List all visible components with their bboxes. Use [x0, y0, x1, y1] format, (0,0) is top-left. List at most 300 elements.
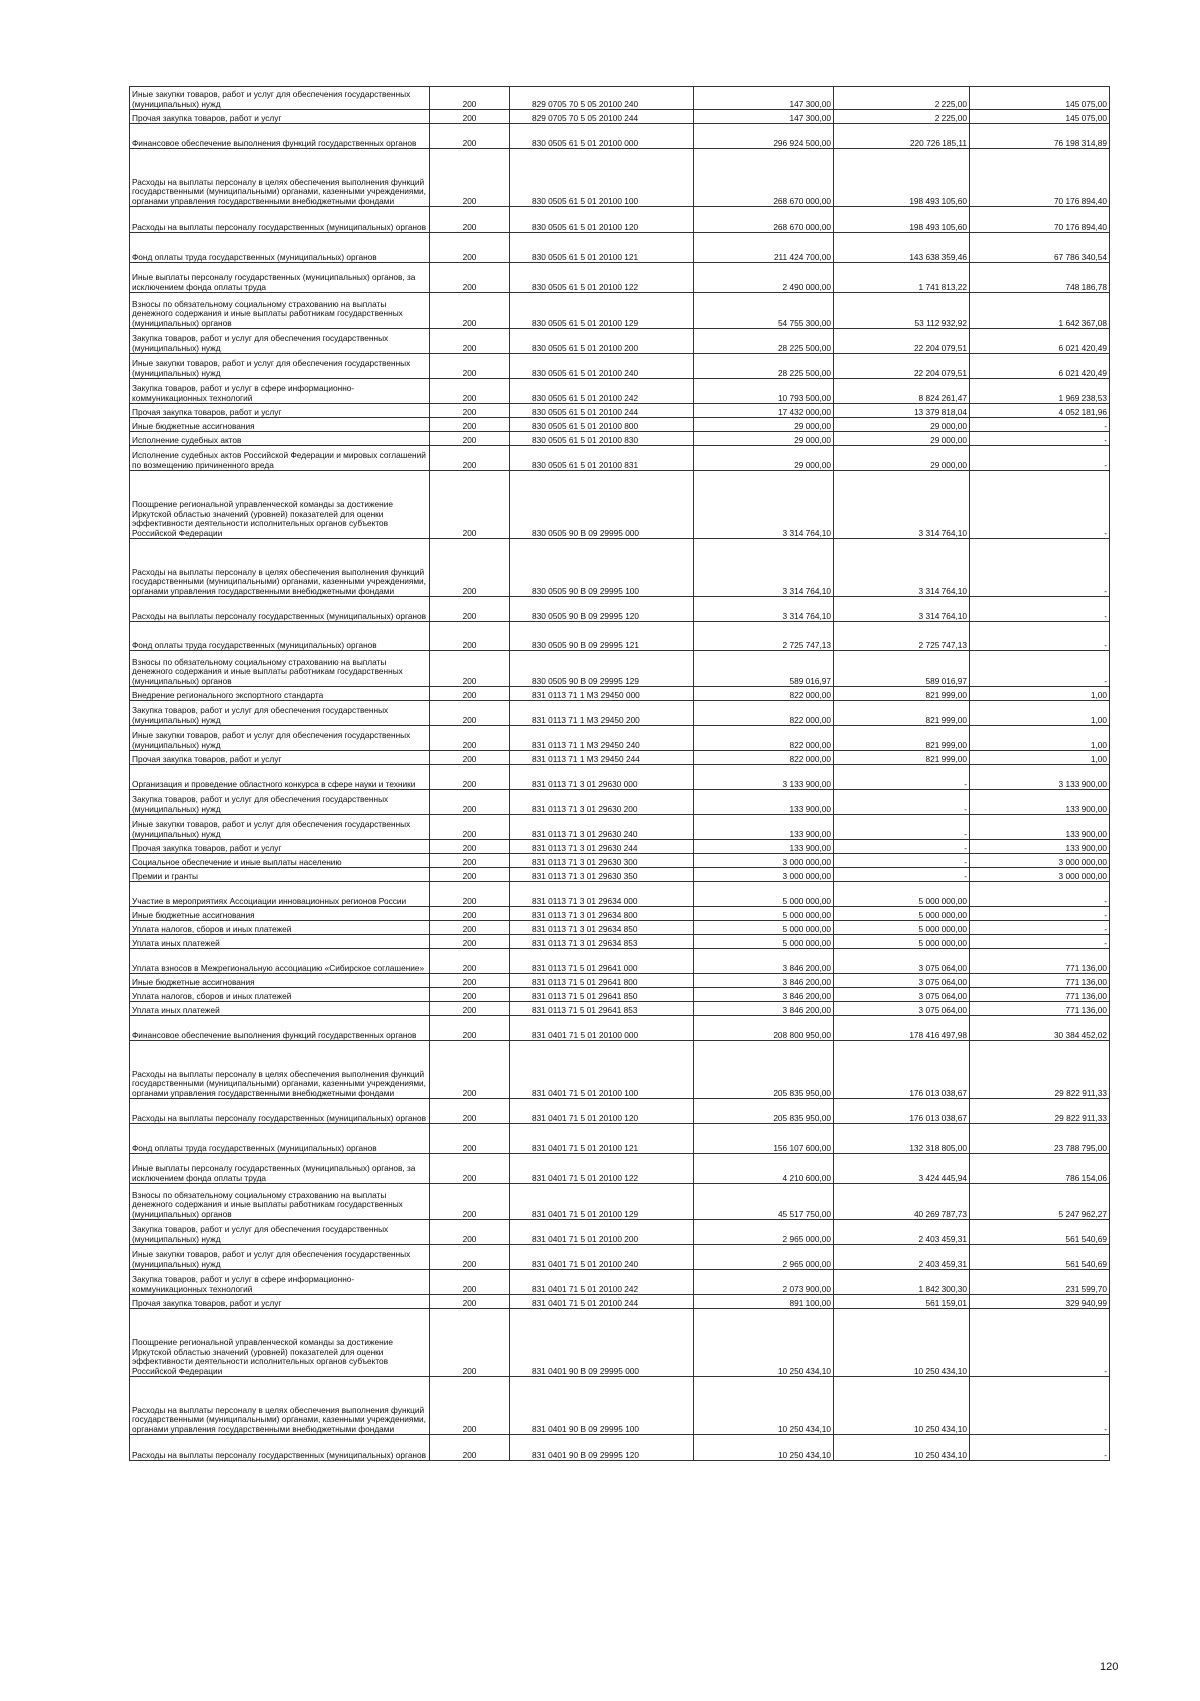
row-executed-amount: 10 250 434,10: [834, 1309, 970, 1377]
row-name: Уплата взносов в Межрегиональную ассоциацию «Сибирское соглашение»: [130, 949, 430, 974]
row-unexecuted-amount: 771 136,00: [970, 988, 1110, 1002]
row-line-code: 200: [430, 149, 510, 207]
row-line-code: 200: [430, 765, 510, 790]
row-name: Финансовое обеспечение выполнения функций государственных органов: [130, 124, 430, 149]
row-line-code: 200: [430, 1154, 510, 1184]
row-name: Иные бюджетные ассигнования: [130, 418, 430, 432]
row-executed-amount: -: [834, 854, 970, 868]
row-line-code: 200: [430, 293, 510, 329]
table-row: [130, 651, 1110, 687]
row-budget-code: 830 0505 90 В 09 29995 129: [510, 651, 694, 687]
row-name: Фонд оплаты труда государственных (муниципальных) органов: [130, 622, 430, 651]
row-approved-amount: 133 900,00: [694, 840, 834, 854]
row-budget-code: 831 0113 71 3 01 29634 850: [510, 921, 694, 935]
row-budget-code: 831 0401 71 5 01 20100 242: [510, 1270, 694, 1295]
row-budget-code: 830 0505 61 5 01 20100 831: [510, 446, 694, 471]
row-unexecuted-amount: 70 176 894,40: [970, 149, 1110, 207]
row-line-code: 200: [430, 651, 510, 687]
row-executed-amount: 5 000 000,00: [834, 921, 970, 935]
row-approved-amount: 5 000 000,00: [694, 882, 834, 907]
row-name: Закупка товаров, работ и услуг для обеспечения государственных (муниципальных) нужд: [130, 1220, 430, 1245]
row-line-code: 200: [430, 988, 510, 1002]
row-unexecuted-amount: -: [970, 471, 1110, 539]
row-approved-amount: 268 670 000,00: [694, 207, 834, 233]
row-unexecuted-amount: 145 075,00: [970, 110, 1110, 124]
table-row: [130, 432, 1110, 446]
row-line-code: 200: [430, 974, 510, 988]
row-unexecuted-amount: 29 822 911,33: [970, 1099, 1110, 1124]
row-executed-amount: 3 075 064,00: [834, 949, 970, 974]
row-budget-code: 831 0113 71 3 01 29634 800: [510, 907, 694, 921]
row-unexecuted-amount: 3 133 900,00: [970, 765, 1110, 790]
table-row: [130, 110, 1110, 124]
row-unexecuted-amount: -: [970, 882, 1110, 907]
row-approved-amount: 10 250 434,10: [694, 1309, 834, 1377]
row-unexecuted-amount: 1,00: [970, 701, 1110, 726]
table-row: [130, 354, 1110, 379]
row-budget-code: 830 0505 90 В 09 29995 120: [510, 597, 694, 622]
row-name: Иные бюджетные ассигнования: [130, 974, 430, 988]
row-executed-amount: 10 250 434,10: [834, 1435, 970, 1461]
table-row: [130, 329, 1110, 354]
row-approved-amount: 5 000 000,00: [694, 907, 834, 921]
row-line-code: 200: [430, 815, 510, 840]
row-name: Иные выплаты персоналу государственных (муниципальных) органов, за исключением фонда оплаты труда: [130, 263, 430, 293]
row-name: Иные закупки товаров, работ и услуг для обеспечения государственных (муниципальных) нужд: [130, 1245, 430, 1270]
row-budget-code: 830 0505 90 В 09 29995 000: [510, 471, 694, 539]
table-row: [130, 751, 1110, 765]
table-row: [130, 765, 1110, 790]
row-approved-amount: 205 835 950,00: [694, 1099, 834, 1124]
row-executed-amount: 821 999,00: [834, 701, 970, 726]
row-executed-amount: 5 000 000,00: [834, 935, 970, 949]
row-executed-amount: 198 493 105,60: [834, 207, 970, 233]
row-unexecuted-amount: 67 786 340,54: [970, 233, 1110, 263]
row-line-code: 200: [430, 1002, 510, 1016]
row-name: Взносы по обязательному социальному страхованию на выплаты денежного содержания и иные выплаты работникам государственных (муниципальных) органов: [130, 1184, 430, 1220]
row-line-code: 200: [430, 868, 510, 882]
row-budget-code: 830 0505 61 5 01 20100 800: [510, 418, 694, 432]
row-name: Закупка товаров, работ и услуг в сфере информационно-коммуникационных технологий: [130, 1270, 430, 1295]
row-unexecuted-amount: -: [970, 935, 1110, 949]
table-row: [130, 446, 1110, 471]
row-executed-amount: 198 493 105,60: [834, 149, 970, 207]
row-executed-amount: 8 824 261,47: [834, 379, 970, 404]
row-name: Иные закупки товаров, работ и услуг для обеспечения государственных (муниципальных) нужд: [130, 354, 430, 379]
row-budget-code: 830 0505 61 5 01 20100 244: [510, 404, 694, 418]
table-row: [130, 293, 1110, 329]
row-executed-amount: 561 159,01: [834, 1295, 970, 1309]
row-executed-amount: 2 403 459,31: [834, 1220, 970, 1245]
table-row: [130, 882, 1110, 907]
row-line-code: 200: [430, 1099, 510, 1124]
row-executed-amount: 29 000,00: [834, 446, 970, 471]
table-row: [130, 1377, 1110, 1435]
row-line-code: 200: [430, 207, 510, 233]
row-line-code: 200: [430, 1124, 510, 1154]
row-line-code: 200: [430, 233, 510, 263]
table-row: [130, 539, 1110, 597]
row-unexecuted-amount: 231 599,70: [970, 1270, 1110, 1295]
row-line-code: 200: [430, 1377, 510, 1435]
table-row: [130, 233, 1110, 263]
row-approved-amount: 3 133 900,00: [694, 765, 834, 790]
row-name: Расходы на выплаты персоналу государственных (муниципальных) органов: [130, 597, 430, 622]
row-executed-amount: 3 314 764,10: [834, 597, 970, 622]
row-executed-amount: 3 075 064,00: [834, 988, 970, 1002]
row-approved-amount: 2 965 000,00: [694, 1220, 834, 1245]
table-row: [130, 1124, 1110, 1154]
table-row: [130, 868, 1110, 882]
row-executed-amount: 178 416 497,98: [834, 1016, 970, 1041]
row-line-code: 200: [430, 110, 510, 124]
row-executed-amount: 53 112 932,92: [834, 293, 970, 329]
row-executed-amount: 2 725 747,13: [834, 622, 970, 651]
table-row: [130, 1002, 1110, 1016]
row-approved-amount: 211 424 700,00: [694, 233, 834, 263]
row-approved-amount: 891 100,00: [694, 1295, 834, 1309]
table-row: [130, 1041, 1110, 1099]
table-row: [130, 379, 1110, 404]
row-unexecuted-amount: 23 788 795,00: [970, 1124, 1110, 1154]
row-approved-amount: 3 000 000,00: [694, 868, 834, 882]
row-executed-amount: -: [834, 840, 970, 854]
row-name: Поощрение региональной управленческой команды за достижение Иркутской областью значений (уровней) показателей для оценки эффективности деятельности исполнительных органов субъектов Российской Федерации: [130, 1309, 430, 1377]
row-executed-amount: 3 424 445,94: [834, 1154, 970, 1184]
row-approved-amount: 822 000,00: [694, 687, 834, 701]
row-line-code: 200: [430, 935, 510, 949]
row-unexecuted-amount: 5 247 962,27: [970, 1184, 1110, 1220]
row-approved-amount: 3 314 764,10: [694, 597, 834, 622]
table-row: [130, 907, 1110, 921]
table-body: [130, 87, 1110, 1461]
row-line-code: 200: [430, 379, 510, 404]
row-budget-code: 830 0505 61 5 01 20100 200: [510, 329, 694, 354]
row-line-code: 200: [430, 921, 510, 935]
row-line-code: 200: [430, 840, 510, 854]
row-executed-amount: 2 225,00: [834, 87, 970, 110]
row-unexecuted-amount: 145 075,00: [970, 87, 1110, 110]
row-approved-amount: 2 490 000,00: [694, 263, 834, 293]
row-approved-amount: 2 725 747,13: [694, 622, 834, 651]
row-budget-code: 831 0113 71 3 01 29630 244: [510, 840, 694, 854]
row-budget-code: 831 0401 90 В 09 29995 000: [510, 1309, 694, 1377]
row-approved-amount: 156 107 600,00: [694, 1124, 834, 1154]
row-name: Уплата иных платежей: [130, 935, 430, 949]
row-budget-code: 831 0113 71 3 01 29630 000: [510, 765, 694, 790]
table-row: [130, 1295, 1110, 1309]
row-budget-code: 831 0113 71 5 01 29641 000: [510, 949, 694, 974]
row-budget-code: 830 0505 61 5 01 20100 240: [510, 354, 694, 379]
row-name: Уплата налогов, сборов и иных платежей: [130, 988, 430, 1002]
row-approved-amount: 3 846 200,00: [694, 949, 834, 974]
row-approved-amount: 29 000,00: [694, 418, 834, 432]
row-name: Финансовое обеспечение выполнения функций государственных органов: [130, 1016, 430, 1041]
row-budget-code: 831 0113 71 1 М3 29450 200: [510, 701, 694, 726]
table-row: [130, 1099, 1110, 1124]
row-approved-amount: 147 300,00: [694, 87, 834, 110]
row-approved-amount: 589 016,97: [694, 651, 834, 687]
table-row: [130, 404, 1110, 418]
row-budget-code: 831 0401 90 В 09 29995 120: [510, 1435, 694, 1461]
row-line-code: 200: [430, 87, 510, 110]
row-line-code: 200: [430, 1245, 510, 1270]
row-executed-amount: 5 000 000,00: [834, 882, 970, 907]
row-line-code: 200: [430, 124, 510, 149]
row-budget-code: 831 0401 71 5 01 20100 121: [510, 1124, 694, 1154]
row-unexecuted-amount: 329 940,99: [970, 1295, 1110, 1309]
row-name: Уплата налогов, сборов и иных платежей: [130, 921, 430, 935]
table-row: [130, 471, 1110, 539]
row-executed-amount: -: [834, 815, 970, 840]
row-approved-amount: 3 314 764,10: [694, 471, 834, 539]
row-executed-amount: 29 000,00: [834, 432, 970, 446]
row-executed-amount: 821 999,00: [834, 726, 970, 751]
row-budget-code: 831 0113 71 3 01 29630 300: [510, 854, 694, 868]
row-executed-amount: 3 075 064,00: [834, 974, 970, 988]
row-line-code: 200: [430, 622, 510, 651]
row-line-code: 200: [430, 1016, 510, 1041]
row-line-code: 200: [430, 1041, 510, 1099]
row-budget-code: 831 0113 71 5 01 29641 853: [510, 1002, 694, 1016]
page-number: 120: [1100, 1661, 1119, 1673]
row-unexecuted-amount: 133 900,00: [970, 840, 1110, 854]
table-row: [130, 974, 1110, 988]
row-unexecuted-amount: 3 000 000,00: [970, 868, 1110, 882]
row-approved-amount: 45 517 750,00: [694, 1184, 834, 1220]
row-approved-amount: 10 250 434,10: [694, 1377, 834, 1435]
row-name: Взносы по обязательному социальному страхованию на выплаты денежного содержания и иные выплаты работникам государственных (муниципальных) органов: [130, 651, 430, 687]
row-unexecuted-amount: -: [970, 539, 1110, 597]
row-approved-amount: 5 000 000,00: [694, 921, 834, 935]
row-executed-amount: 22 204 079,51: [834, 329, 970, 354]
row-name: Расходы на выплаты персоналу в целях обеспечения выполнения функций государственными (муниципальными) органами, казенными учреждениями, органами управления государственными внебюджетными фондами: [130, 149, 430, 207]
table-row: [130, 935, 1110, 949]
row-approved-amount: 147 300,00: [694, 110, 834, 124]
row-budget-code: 831 0113 71 1 М3 29450 240: [510, 726, 694, 751]
row-approved-amount: 28 225 500,00: [694, 354, 834, 379]
row-name: Иные бюджетные ассигнования: [130, 907, 430, 921]
row-name: Расходы на выплаты персоналу в целях обеспечения выполнения функций государственными (муниципальными) органами, казенными учреждениями, органами управления государственными внебюджетными фондами: [130, 1041, 430, 1099]
row-executed-amount: 821 999,00: [834, 687, 970, 701]
table-row: [130, 1220, 1110, 1245]
row-line-code: 200: [430, 1309, 510, 1377]
row-line-code: 200: [430, 1295, 510, 1309]
row-executed-amount: 3 314 764,10: [834, 471, 970, 539]
row-executed-amount: 220 726 185,11: [834, 124, 970, 149]
row-budget-code: 831 0113 71 3 01 29634 000: [510, 882, 694, 907]
row-unexecuted-amount: -: [970, 921, 1110, 935]
row-unexecuted-amount: 561 540,69: [970, 1245, 1110, 1270]
row-line-code: 200: [430, 404, 510, 418]
row-approved-amount: 268 670 000,00: [694, 149, 834, 207]
row-executed-amount: 13 379 818,04: [834, 404, 970, 418]
row-budget-code: 831 0401 71 5 01 20100 120: [510, 1099, 694, 1124]
table-row: [130, 1309, 1110, 1377]
table-row: [130, 1016, 1110, 1041]
row-approved-amount: 3 314 764,10: [694, 539, 834, 597]
row-line-code: 200: [430, 1184, 510, 1220]
row-name: Премии и гранты: [130, 868, 430, 882]
row-unexecuted-amount: 561 540,69: [970, 1220, 1110, 1245]
row-line-code: 200: [430, 701, 510, 726]
row-executed-amount: 2 403 459,31: [834, 1245, 970, 1270]
row-line-code: 200: [430, 687, 510, 701]
row-unexecuted-amount: 748 186,78: [970, 263, 1110, 293]
row-unexecuted-amount: 1,00: [970, 726, 1110, 751]
row-unexecuted-amount: 29 822 911,33: [970, 1041, 1110, 1099]
row-approved-amount: 10 250 434,10: [694, 1435, 834, 1461]
row-unexecuted-amount: 3 000 000,00: [970, 854, 1110, 868]
row-approved-amount: 133 900,00: [694, 815, 834, 840]
row-approved-amount: 2 073 900,00: [694, 1270, 834, 1295]
row-unexecuted-amount: 133 900,00: [970, 815, 1110, 840]
row-budget-code: 830 0505 61 5 01 20100 000: [510, 124, 694, 149]
row-name: Иные закупки товаров, работ и услуг для обеспечения государственных (муниципальных) нужд: [130, 815, 430, 840]
table-row: [130, 854, 1110, 868]
row-unexecuted-amount: 771 136,00: [970, 1002, 1110, 1016]
row-name: Участие в мероприятиях Ассоциации инновационных регионов России: [130, 882, 430, 907]
row-unexecuted-amount: 1,00: [970, 687, 1110, 701]
row-name: Социальное обеспечение и иные выплаты населению: [130, 854, 430, 868]
row-unexecuted-amount: 771 136,00: [970, 974, 1110, 988]
row-executed-amount: -: [834, 868, 970, 882]
row-line-code: 200: [430, 751, 510, 765]
row-approved-amount: 822 000,00: [694, 751, 834, 765]
row-executed-amount: 1 842 300,30: [834, 1270, 970, 1295]
row-approved-amount: 54 755 300,00: [694, 293, 834, 329]
row-name: Расходы на выплаты персоналу в целях обеспечения выполнения функций государственными (муниципальными) органами, казенными учреждениями, органами управления государственными внебюджетными фондами: [130, 1377, 430, 1435]
table-row: [130, 622, 1110, 651]
row-budget-code: 831 0401 71 5 01 20100 240: [510, 1245, 694, 1270]
row-executed-amount: 176 013 038,67: [834, 1041, 970, 1099]
row-name: Закупка товаров, работ и услуг для обеспечения государственных (муниципальных) нужд: [130, 329, 430, 354]
row-line-code: 200: [430, 882, 510, 907]
row-unexecuted-amount: 1,00: [970, 751, 1110, 765]
row-unexecuted-amount: 771 136,00: [970, 949, 1110, 974]
row-name: Внедрение регионального экспортного стандарта: [130, 687, 430, 701]
row-executed-amount: 10 250 434,10: [834, 1377, 970, 1435]
row-name: Прочая закупка товаров, работ и услуг: [130, 751, 430, 765]
row-budget-code: 830 0505 90 В 09 29995 121: [510, 622, 694, 651]
row-budget-code: 831 0113 71 3 01 29630 350: [510, 868, 694, 882]
row-budget-code: 831 0401 90 В 09 29995 100: [510, 1377, 694, 1435]
row-approved-amount: 29 000,00: [694, 446, 834, 471]
row-budget-code: 830 0505 61 5 01 20100 129: [510, 293, 694, 329]
row-name: Организация и проведение областного конкурса в сфере науки и техники: [130, 765, 430, 790]
row-unexecuted-amount: 133 900,00: [970, 790, 1110, 815]
row-budget-code: 830 0505 61 5 01 20100 121: [510, 233, 694, 263]
row-unexecuted-amount: 76 198 314,89: [970, 124, 1110, 149]
row-executed-amount: -: [834, 765, 970, 790]
row-budget-code: 829 0705 70 5 05 20100 244: [510, 110, 694, 124]
table-row: [130, 726, 1110, 751]
row-name: Исполнение судебных актов Российской Федерации и мировых соглашений по возмещению причиненного вреда: [130, 446, 430, 471]
row-name: Прочая закупка товаров, работ и услуг: [130, 840, 430, 854]
table-row: [130, 921, 1110, 935]
row-line-code: 200: [430, 1435, 510, 1461]
row-executed-amount: 3 075 064,00: [834, 1002, 970, 1016]
row-budget-code: 829 0705 70 5 05 20100 240: [510, 87, 694, 110]
row-budget-code: 831 0113 71 3 01 29634 853: [510, 935, 694, 949]
row-line-code: 200: [430, 854, 510, 868]
table-row: [130, 701, 1110, 726]
row-approved-amount: 822 000,00: [694, 726, 834, 751]
row-unexecuted-amount: -: [970, 432, 1110, 446]
row-approved-amount: 3 846 200,00: [694, 1002, 834, 1016]
table-row: [130, 1435, 1110, 1461]
row-line-code: 200: [430, 471, 510, 539]
row-executed-amount: 29 000,00: [834, 418, 970, 432]
row-executed-amount: 22 204 079,51: [834, 354, 970, 379]
row-approved-amount: 4 210 600,00: [694, 1154, 834, 1184]
row-budget-code: 830 0505 61 5 01 20100 242: [510, 379, 694, 404]
row-budget-code: 831 0113 71 5 01 29641 800: [510, 974, 694, 988]
row-budget-code: 831 0113 71 5 01 29641 850: [510, 988, 694, 1002]
row-approved-amount: 205 835 950,00: [694, 1041, 834, 1099]
row-line-code: 200: [430, 329, 510, 354]
table-row: [130, 1270, 1110, 1295]
row-approved-amount: 3 846 200,00: [694, 988, 834, 1002]
row-unexecuted-amount: -: [970, 597, 1110, 622]
row-approved-amount: 3 846 200,00: [694, 974, 834, 988]
row-budget-code: 831 0401 71 5 01 20100 129: [510, 1184, 694, 1220]
row-line-code: 200: [430, 354, 510, 379]
row-name: Иные закупки товаров, работ и услуг для обеспечения государственных (муниципальных) нужд: [130, 726, 430, 751]
row-unexecuted-amount: -: [970, 1377, 1110, 1435]
table-row: [130, 1154, 1110, 1184]
row-executed-amount: 821 999,00: [834, 751, 970, 765]
table-row: [130, 949, 1110, 974]
table-row: [130, 87, 1110, 110]
row-line-code: 200: [430, 418, 510, 432]
row-executed-amount: 132 318 805,00: [834, 1124, 970, 1154]
row-executed-amount: 1 741 813,22: [834, 263, 970, 293]
row-name: Закупка товаров, работ и услуг в сфере информационно-коммуникационных технологий: [130, 379, 430, 404]
row-unexecuted-amount: -: [970, 622, 1110, 651]
row-unexecuted-amount: 6 021 420,49: [970, 354, 1110, 379]
table-row: [130, 149, 1110, 207]
row-unexecuted-amount: -: [970, 418, 1110, 432]
row-name: Расходы на выплаты персоналу в целях обеспечения выполнения функций государственными (муниципальными) органами, казенными учреждениями, органами управления государственными внебюджетными фондами: [130, 539, 430, 597]
row-budget-code: 831 0113 71 1 М3 29450 244: [510, 751, 694, 765]
row-executed-amount: 40 269 787,73: [834, 1184, 970, 1220]
row-unexecuted-amount: 1 969 238,53: [970, 379, 1110, 404]
row-unexecuted-amount: 70 176 894,40: [970, 207, 1110, 233]
table-row: [130, 687, 1110, 701]
row-budget-code: 830 0505 90 В 09 29995 100: [510, 539, 694, 597]
row-approved-amount: 133 900,00: [694, 790, 834, 815]
row-name: Расходы на выплаты персоналу государственных (муниципальных) органов: [130, 1099, 430, 1124]
row-line-code: 200: [430, 790, 510, 815]
row-name: Иные выплаты персоналу государственных (муниципальных) органов, за исключением фонда оплаты труда: [130, 1154, 430, 1184]
row-unexecuted-amount: 1 642 367,08: [970, 293, 1110, 329]
row-approved-amount: 2 965 000,00: [694, 1245, 834, 1270]
row-unexecuted-amount: -: [970, 907, 1110, 921]
row-budget-code: 831 0113 71 1 М3 29450 000: [510, 687, 694, 701]
row-budget-code: 831 0401 71 5 01 20100 122: [510, 1154, 694, 1184]
row-budget-code: 830 0505 61 5 01 20100 830: [510, 432, 694, 446]
row-approved-amount: 29 000,00: [694, 432, 834, 446]
row-unexecuted-amount: 786 154,06: [970, 1154, 1110, 1184]
table-row: [130, 815, 1110, 840]
row-executed-amount: 5 000 000,00: [834, 907, 970, 921]
row-approved-amount: 17 432 000,00: [694, 404, 834, 418]
table-row: [130, 263, 1110, 293]
row-name: Прочая закупка товаров, работ и услуг: [130, 1295, 430, 1309]
row-budget-code: 831 0401 71 5 01 20100 100: [510, 1041, 694, 1099]
row-unexecuted-amount: -: [970, 1309, 1110, 1377]
